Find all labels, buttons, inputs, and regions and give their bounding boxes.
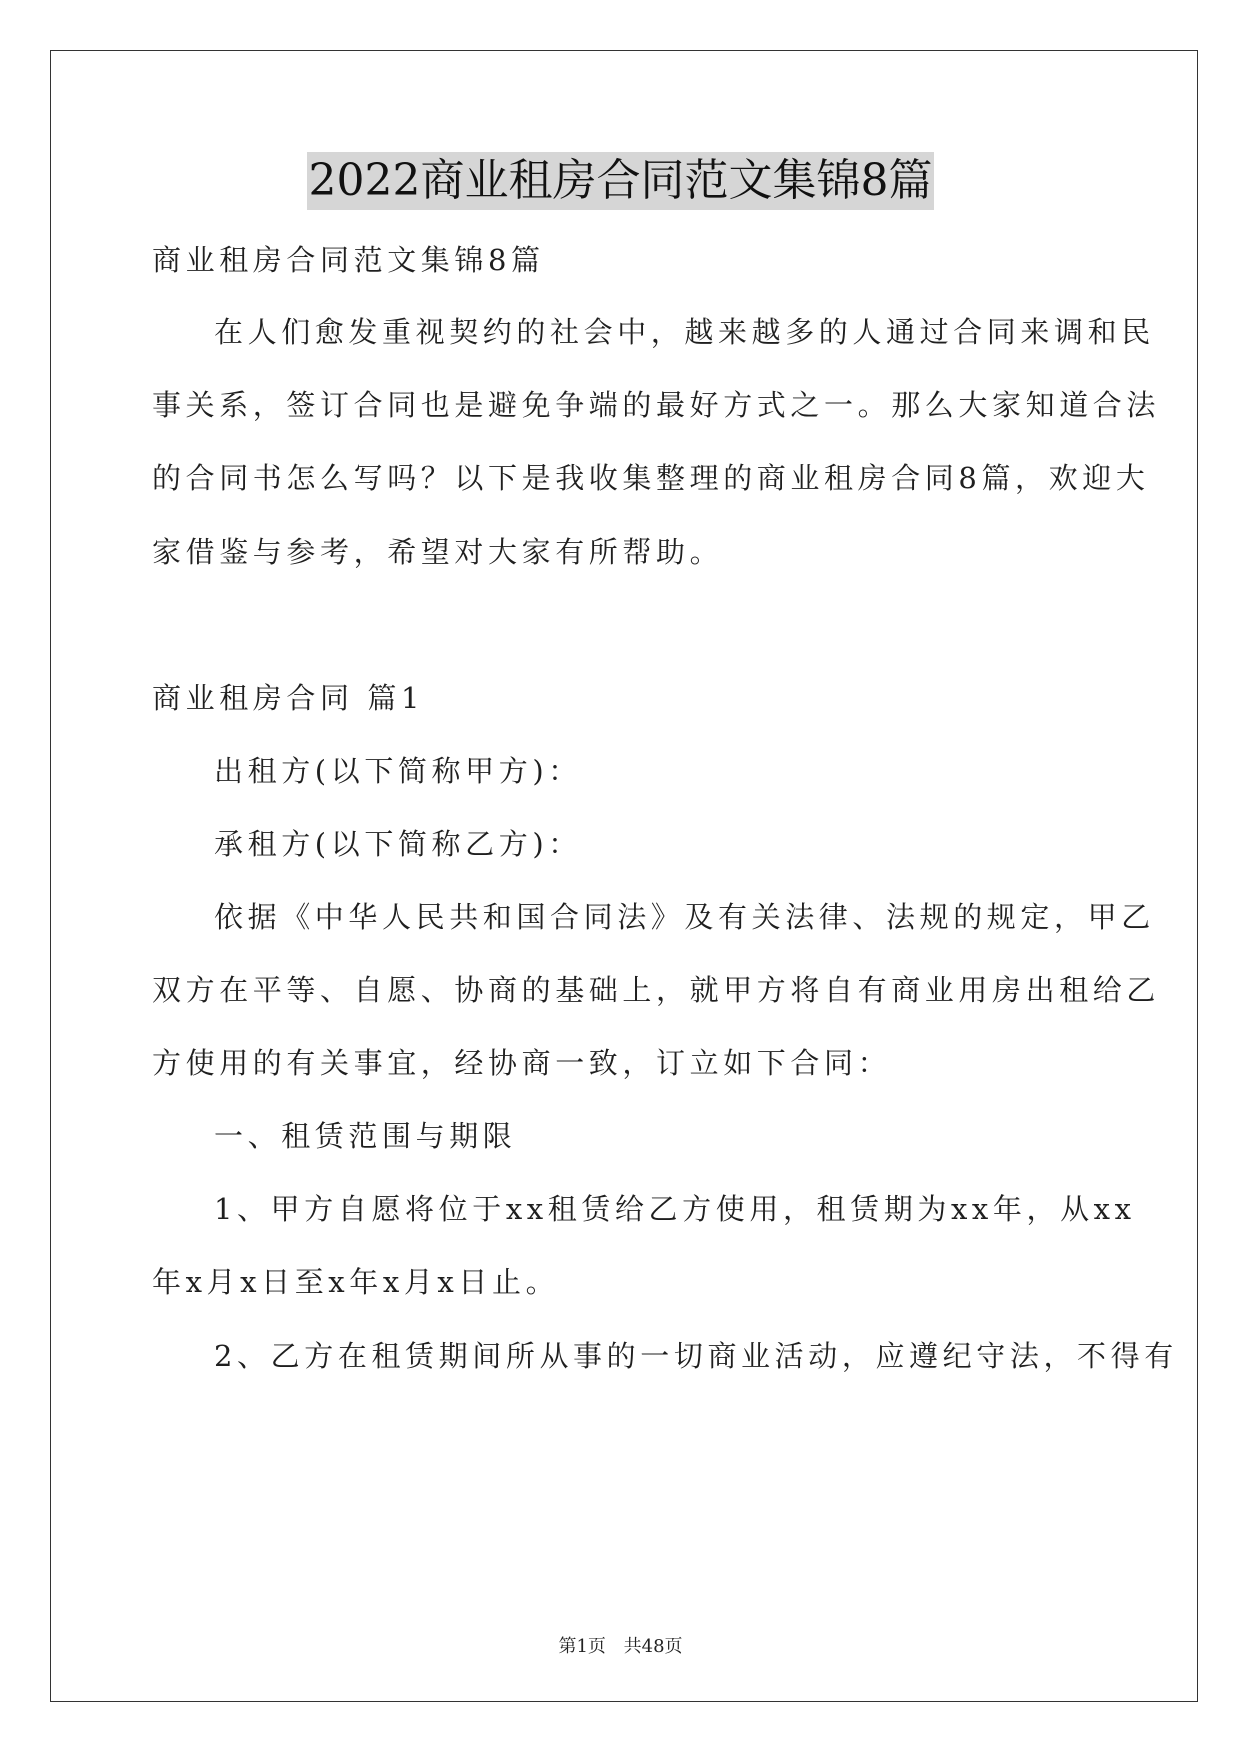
paragraph-line: 方使用的有关事宜，经协商一致，订立如下合同： [152,1046,892,1080]
paragraph-line: 1、甲方自愿将位于xx租赁给乙方使用，租赁期为xx年，从xx [214,1192,1136,1226]
page-border [50,50,1198,1702]
paragraph-line: 依据《中华人民共和国合同法》及有关法律、法规的规定，甲乙 [214,900,1155,934]
paragraph-line: 承租方(以下简称乙方)： [214,827,582,861]
section-heading: 商业租房合同 篇1 [152,681,425,715]
page-number: 第1页 [558,1636,606,1657]
subtitle-line: 商业租房合同范文集锦8篇 [152,243,545,277]
paragraph-line: 在人们愈发重视契约的社会中，越来越多的人通过合同来调和民 [214,315,1155,349]
paragraph-line: 年x月x日至x年x月x日止。 [152,1265,560,1299]
paragraph-line: 的合同书怎么写吗？以下是我收集整理的商业租房合同8篇，欢迎大 [152,461,1150,495]
page-total: 共48页 [623,1636,683,1657]
paragraph-line: 事关系，签订合同也是避免争端的最好方式之一。那么大家知道合法 [152,388,1161,422]
paragraph-line: 双方在平等、自愿、协商的基础上，就甲方将自有商业用房出租给乙 [152,973,1161,1007]
paragraph-line: 2、乙方在租赁期间所从事的一切商业活动，应遵纪守法，不得有 [214,1339,1178,1373]
paragraph-line: 家借鉴与参考，希望对大家有所帮助。 [152,535,724,569]
clause-heading: 一、租赁范围与期限 [214,1119,517,1153]
page-footer [0,1632,1241,1658]
document-title: 2022商业租房合同范文集锦8篇 [307,152,935,210]
paragraph-line: 出租方(以下简称甲方)： [214,754,582,788]
title-container [0,152,1241,210]
